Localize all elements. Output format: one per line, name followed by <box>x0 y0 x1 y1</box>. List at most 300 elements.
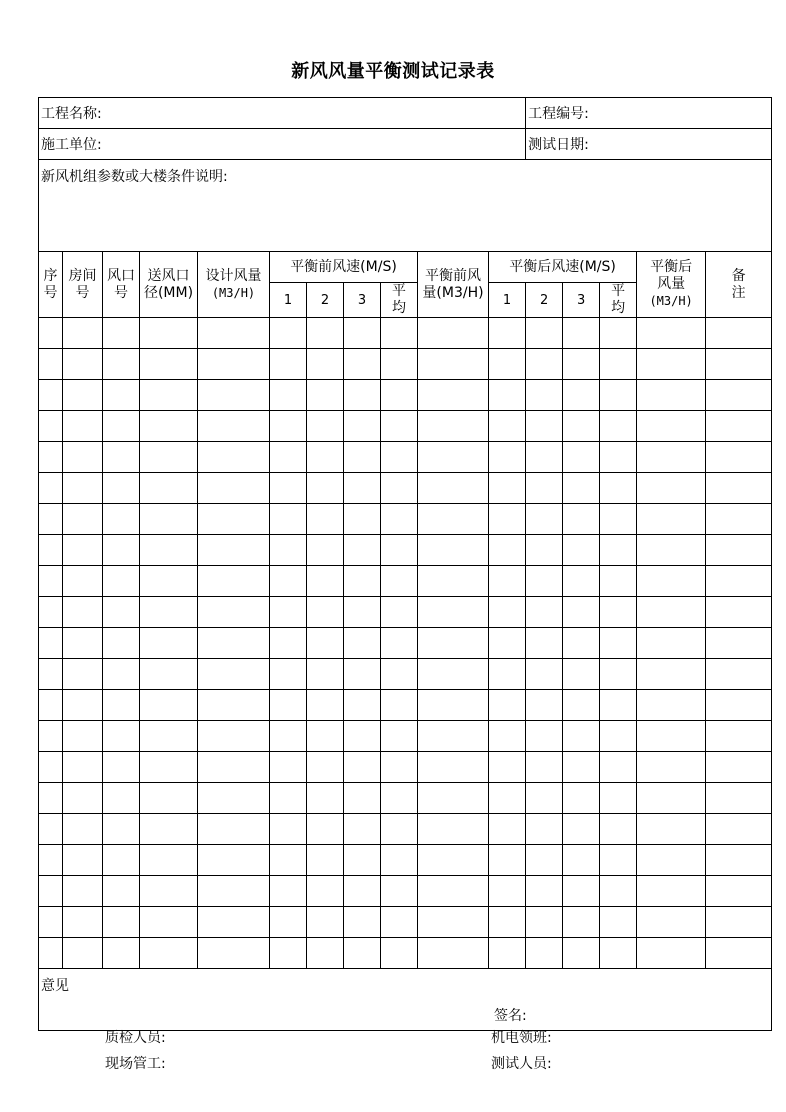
table-cell[interactable] <box>307 504 344 535</box>
table-cell[interactable] <box>526 845 563 876</box>
table-cell[interactable] <box>706 411 772 442</box>
table-cell[interactable] <box>198 535 270 566</box>
table-cell[interactable] <box>381 566 418 597</box>
table-cell[interactable] <box>526 442 563 473</box>
table-cell[interactable] <box>489 349 526 380</box>
table-cell[interactable] <box>418 535 489 566</box>
table-cell[interactable] <box>63 783 103 814</box>
table-cell[interactable] <box>63 504 103 535</box>
table-cell[interactable] <box>198 349 270 380</box>
table-cell[interactable] <box>637 318 706 349</box>
table-cell[interactable] <box>39 628 63 659</box>
table-cell[interactable] <box>103 442 140 473</box>
table-cell[interactable] <box>270 411 307 442</box>
table-cell[interactable] <box>140 721 198 752</box>
table-cell[interactable] <box>381 411 418 442</box>
table-cell[interactable] <box>418 783 489 814</box>
table-cell[interactable] <box>637 814 706 845</box>
table-cell[interactable] <box>63 690 103 721</box>
table-cell[interactable] <box>270 504 307 535</box>
table-cell[interactable] <box>637 597 706 628</box>
table-cell[interactable] <box>270 659 307 690</box>
table-cell[interactable] <box>600 907 637 938</box>
table-cell[interactable] <box>563 752 600 783</box>
table-cell[interactable] <box>39 783 63 814</box>
table-cell[interactable] <box>39 380 63 411</box>
table-cell[interactable] <box>600 876 637 907</box>
table-cell[interactable] <box>526 504 563 535</box>
table-cell[interactable] <box>344 907 381 938</box>
table-cell[interactable] <box>63 659 103 690</box>
table-cell[interactable] <box>637 752 706 783</box>
table-cell[interactable] <box>63 938 103 969</box>
table-cell[interactable] <box>706 783 772 814</box>
table-cell[interactable] <box>140 566 198 597</box>
table-cell[interactable] <box>198 597 270 628</box>
table-cell[interactable] <box>140 876 198 907</box>
table-cell[interactable] <box>344 752 381 783</box>
table-cell[interactable] <box>63 752 103 783</box>
table-cell[interactable] <box>63 814 103 845</box>
table-cell[interactable] <box>706 442 772 473</box>
table-cell[interactable] <box>344 411 381 442</box>
table-cell[interactable] <box>198 442 270 473</box>
table-cell[interactable] <box>307 318 344 349</box>
table-cell[interactable] <box>307 690 344 721</box>
table-cell[interactable] <box>344 721 381 752</box>
table-cell[interactable] <box>63 411 103 442</box>
table-cell[interactable] <box>381 752 418 783</box>
table-cell[interactable] <box>418 814 489 845</box>
table-cell[interactable] <box>63 845 103 876</box>
table-cell[interactable] <box>39 690 63 721</box>
table-cell[interactable] <box>63 721 103 752</box>
table-cell[interactable] <box>307 721 344 752</box>
table-cell[interactable] <box>140 535 198 566</box>
table-cell[interactable] <box>63 535 103 566</box>
table-cell[interactable] <box>198 938 270 969</box>
table-cell[interactable] <box>103 752 140 783</box>
table-cell[interactable] <box>563 442 600 473</box>
table-cell[interactable] <box>270 628 307 659</box>
table-cell[interactable] <box>600 690 637 721</box>
table-cell[interactable] <box>270 597 307 628</box>
table-cell[interactable] <box>526 380 563 411</box>
table-cell[interactable] <box>307 566 344 597</box>
table-cell[interactable] <box>381 349 418 380</box>
table-cell[interactable] <box>270 535 307 566</box>
table-cell[interactable] <box>344 845 381 876</box>
table-cell[interactable] <box>344 783 381 814</box>
table-cell[interactable] <box>563 783 600 814</box>
table-cell[interactable] <box>270 690 307 721</box>
table-cell[interactable] <box>270 907 307 938</box>
table-cell[interactable] <box>489 628 526 659</box>
table-cell[interactable] <box>600 783 637 814</box>
table-cell[interactable] <box>140 690 198 721</box>
table-cell[interactable] <box>526 535 563 566</box>
table-cell[interactable] <box>381 442 418 473</box>
table-cell[interactable] <box>381 690 418 721</box>
table-cell[interactable] <box>307 442 344 473</box>
table-cell[interactable] <box>637 876 706 907</box>
table-cell[interactable] <box>489 938 526 969</box>
table-cell[interactable] <box>489 318 526 349</box>
table-cell[interactable] <box>63 380 103 411</box>
table-cell[interactable] <box>418 566 489 597</box>
table-cell[interactable] <box>140 907 198 938</box>
table-cell[interactable] <box>489 783 526 814</box>
table-cell[interactable] <box>489 752 526 783</box>
table-cell[interactable] <box>307 597 344 628</box>
table-cell[interactable] <box>39 349 63 380</box>
table-cell[interactable] <box>526 783 563 814</box>
table-cell[interactable] <box>637 442 706 473</box>
table-cell[interactable] <box>39 504 63 535</box>
table-cell[interactable] <box>63 907 103 938</box>
table-cell[interactable] <box>103 814 140 845</box>
table-cell[interactable] <box>489 411 526 442</box>
table-cell[interactable] <box>526 876 563 907</box>
table-cell[interactable] <box>307 535 344 566</box>
table-cell[interactable] <box>103 318 140 349</box>
table-cell[interactable] <box>706 845 772 876</box>
table-cell[interactable] <box>706 938 772 969</box>
table-cell[interactable] <box>270 752 307 783</box>
table-cell[interactable] <box>270 938 307 969</box>
table-cell[interactable] <box>63 442 103 473</box>
table-cell[interactable] <box>706 721 772 752</box>
table-cell[interactable] <box>563 473 600 504</box>
table-cell[interactable] <box>270 721 307 752</box>
table-cell[interactable] <box>600 845 637 876</box>
table-cell[interactable] <box>526 411 563 442</box>
table-cell[interactable] <box>489 690 526 721</box>
table-cell[interactable] <box>198 628 270 659</box>
table-cell[interactable] <box>637 845 706 876</box>
table-cell[interactable] <box>198 907 270 938</box>
table-cell[interactable] <box>563 349 600 380</box>
table-cell[interactable] <box>103 473 140 504</box>
table-cell[interactable] <box>706 566 772 597</box>
table-cell[interactable] <box>526 473 563 504</box>
table-cell[interactable] <box>526 690 563 721</box>
table-cell[interactable] <box>103 783 140 814</box>
table-cell[interactable] <box>344 814 381 845</box>
table-cell[interactable] <box>63 597 103 628</box>
table-cell[interactable] <box>307 845 344 876</box>
table-cell[interactable] <box>140 504 198 535</box>
table-cell[interactable] <box>103 566 140 597</box>
table-cell[interactable] <box>489 597 526 628</box>
table-cell[interactable] <box>381 721 418 752</box>
table-cell[interactable] <box>637 504 706 535</box>
table-cell[interactable] <box>103 504 140 535</box>
table-cell[interactable] <box>600 566 637 597</box>
table-cell[interactable] <box>418 504 489 535</box>
table-cell[interactable] <box>270 442 307 473</box>
table-cell[interactable] <box>307 752 344 783</box>
table-cell[interactable] <box>563 628 600 659</box>
table-cell[interactable] <box>563 938 600 969</box>
table-cell[interactable] <box>307 349 344 380</box>
table-cell[interactable] <box>39 752 63 783</box>
table-cell[interactable] <box>600 535 637 566</box>
table-cell[interactable] <box>526 752 563 783</box>
table-cell[interactable] <box>270 783 307 814</box>
table-cell[interactable] <box>706 659 772 690</box>
table-cell[interactable] <box>600 318 637 349</box>
table-cell[interactable] <box>563 504 600 535</box>
table-cell[interactable] <box>637 349 706 380</box>
table-cell[interactable] <box>418 473 489 504</box>
table-cell[interactable] <box>103 535 140 566</box>
table-cell[interactable] <box>39 814 63 845</box>
table-cell[interactable] <box>39 721 63 752</box>
table-cell[interactable] <box>526 814 563 845</box>
table-cell[interactable] <box>198 690 270 721</box>
table-cell[interactable] <box>140 659 198 690</box>
table-cell[interactable] <box>418 411 489 442</box>
table-cell[interactable] <box>600 752 637 783</box>
table-cell[interactable] <box>563 535 600 566</box>
table-cell[interactable] <box>418 318 489 349</box>
table-cell[interactable] <box>198 659 270 690</box>
table-cell[interactable] <box>39 535 63 566</box>
table-cell[interactable] <box>307 628 344 659</box>
table-cell[interactable] <box>381 318 418 349</box>
table-cell[interactable] <box>706 349 772 380</box>
table-cell[interactable] <box>600 938 637 969</box>
table-cell[interactable] <box>198 845 270 876</box>
table-cell[interactable] <box>39 845 63 876</box>
table-cell[interactable] <box>307 814 344 845</box>
table-cell[interactable] <box>103 938 140 969</box>
table-cell[interactable] <box>198 566 270 597</box>
table-cell[interactable] <box>344 597 381 628</box>
table-cell[interactable] <box>600 473 637 504</box>
table-cell[interactable] <box>563 659 600 690</box>
table-cell[interactable] <box>103 721 140 752</box>
table-cell[interactable] <box>39 907 63 938</box>
table-cell[interactable] <box>563 721 600 752</box>
table-cell[interactable] <box>103 349 140 380</box>
table-cell[interactable] <box>198 504 270 535</box>
table-cell[interactable] <box>198 318 270 349</box>
table-cell[interactable] <box>706 752 772 783</box>
table-cell[interactable] <box>307 411 344 442</box>
table-cell[interactable] <box>140 628 198 659</box>
table-cell[interactable] <box>140 597 198 628</box>
table-cell[interactable] <box>270 318 307 349</box>
table-cell[interactable] <box>600 411 637 442</box>
table-cell[interactable] <box>381 938 418 969</box>
table-cell[interactable] <box>198 783 270 814</box>
table-cell[interactable] <box>63 628 103 659</box>
table-cell[interactable] <box>344 659 381 690</box>
table-cell[interactable] <box>637 690 706 721</box>
table-cell[interactable] <box>39 442 63 473</box>
table-cell[interactable] <box>600 504 637 535</box>
table-cell[interactable] <box>39 938 63 969</box>
table-cell[interactable] <box>63 876 103 907</box>
table-cell[interactable] <box>526 938 563 969</box>
table-cell[interactable] <box>526 349 563 380</box>
table-cell[interactable] <box>103 876 140 907</box>
table-cell[interactable] <box>381 380 418 411</box>
table-cell[interactable] <box>637 535 706 566</box>
table-cell[interactable] <box>140 845 198 876</box>
table-cell[interactable] <box>706 907 772 938</box>
table-cell[interactable] <box>637 721 706 752</box>
table-cell[interactable] <box>600 659 637 690</box>
table-cell[interactable] <box>140 411 198 442</box>
table-cell[interactable] <box>637 783 706 814</box>
table-cell[interactable] <box>706 473 772 504</box>
table-cell[interactable] <box>270 876 307 907</box>
table-cell[interactable] <box>344 473 381 504</box>
table-cell[interactable] <box>344 535 381 566</box>
table-cell[interactable] <box>63 566 103 597</box>
table-cell[interactable] <box>198 814 270 845</box>
table-cell[interactable] <box>706 876 772 907</box>
table-cell[interactable] <box>270 845 307 876</box>
table-cell[interactable] <box>418 690 489 721</box>
table-cell[interactable] <box>381 876 418 907</box>
table-cell[interactable] <box>706 380 772 411</box>
table-cell[interactable] <box>381 783 418 814</box>
table-cell[interactable] <box>526 597 563 628</box>
table-cell[interactable] <box>489 535 526 566</box>
table-cell[interactable] <box>489 566 526 597</box>
table-cell[interactable] <box>706 504 772 535</box>
table-cell[interactable] <box>600 628 637 659</box>
table-cell[interactable] <box>270 473 307 504</box>
table-cell[interactable] <box>637 628 706 659</box>
table-cell[interactable] <box>418 349 489 380</box>
table-cell[interactable] <box>198 721 270 752</box>
table-cell[interactable] <box>706 535 772 566</box>
table-cell[interactable] <box>270 566 307 597</box>
table-cell[interactable] <box>39 566 63 597</box>
table-cell[interactable] <box>344 876 381 907</box>
table-cell[interactable] <box>270 814 307 845</box>
table-cell[interactable] <box>344 938 381 969</box>
table-cell[interactable] <box>489 659 526 690</box>
table-cell[interactable] <box>381 814 418 845</box>
table-cell[interactable] <box>706 690 772 721</box>
table-cell[interactable] <box>526 628 563 659</box>
table-cell[interactable] <box>637 411 706 442</box>
table-cell[interactable] <box>103 411 140 442</box>
table-cell[interactable] <box>39 411 63 442</box>
table-cell[interactable] <box>563 876 600 907</box>
table-cell[interactable] <box>307 938 344 969</box>
table-cell[interactable] <box>563 380 600 411</box>
table-cell[interactable] <box>489 380 526 411</box>
table-cell[interactable] <box>140 380 198 411</box>
table-cell[interactable] <box>381 628 418 659</box>
table-cell[interactable] <box>600 814 637 845</box>
table-cell[interactable] <box>600 380 637 411</box>
table-cell[interactable] <box>39 473 63 504</box>
table-cell[interactable] <box>381 845 418 876</box>
table-cell[interactable] <box>637 473 706 504</box>
table-cell[interactable] <box>418 876 489 907</box>
table-cell[interactable] <box>307 380 344 411</box>
table-cell[interactable] <box>563 814 600 845</box>
table-cell[interactable] <box>637 938 706 969</box>
table-cell[interactable] <box>600 349 637 380</box>
table-cell[interactable] <box>103 845 140 876</box>
table-cell[interactable] <box>489 473 526 504</box>
table-cell[interactable] <box>140 349 198 380</box>
table-cell[interactable] <box>563 907 600 938</box>
table-cell[interactable] <box>489 876 526 907</box>
table-cell[interactable] <box>103 659 140 690</box>
table-cell[interactable] <box>489 907 526 938</box>
table-cell[interactable] <box>381 659 418 690</box>
table-cell[interactable] <box>103 690 140 721</box>
table-cell[interactable] <box>526 318 563 349</box>
table-cell[interactable] <box>526 907 563 938</box>
table-cell[interactable] <box>198 411 270 442</box>
table-cell[interactable] <box>39 876 63 907</box>
table-cell[interactable] <box>270 349 307 380</box>
table-cell[interactable] <box>418 659 489 690</box>
table-cell[interactable] <box>63 318 103 349</box>
table-cell[interactable] <box>563 411 600 442</box>
table-cell[interactable] <box>526 659 563 690</box>
table-cell[interactable] <box>307 473 344 504</box>
table-cell[interactable] <box>637 380 706 411</box>
table-cell[interactable] <box>706 814 772 845</box>
table-cell[interactable] <box>418 380 489 411</box>
table-cell[interactable] <box>344 628 381 659</box>
table-cell[interactable] <box>140 473 198 504</box>
table-cell[interactable] <box>344 690 381 721</box>
table-cell[interactable] <box>270 380 307 411</box>
table-cell[interactable] <box>563 690 600 721</box>
table-cell[interactable] <box>344 380 381 411</box>
table-cell[interactable] <box>418 721 489 752</box>
table-cell[interactable] <box>39 318 63 349</box>
table-cell[interactable] <box>637 659 706 690</box>
table-cell[interactable] <box>307 876 344 907</box>
table-cell[interactable] <box>140 814 198 845</box>
table-cell[interactable] <box>600 597 637 628</box>
table-cell[interactable] <box>140 752 198 783</box>
table-cell[interactable] <box>489 442 526 473</box>
table-cell[interactable] <box>344 504 381 535</box>
table-cell[interactable] <box>103 907 140 938</box>
table-cell[interactable] <box>103 597 140 628</box>
table-cell[interactable] <box>418 628 489 659</box>
table-cell[interactable] <box>198 473 270 504</box>
table-cell[interactable] <box>307 783 344 814</box>
table-cell[interactable] <box>637 566 706 597</box>
table-cell[interactable] <box>344 318 381 349</box>
table-cell[interactable] <box>39 597 63 628</box>
table-cell[interactable] <box>418 752 489 783</box>
table-cell[interactable] <box>103 380 140 411</box>
table-cell[interactable] <box>418 845 489 876</box>
table-cell[interactable] <box>63 473 103 504</box>
table-cell[interactable] <box>489 845 526 876</box>
table-cell[interactable] <box>563 597 600 628</box>
table-cell[interactable] <box>418 938 489 969</box>
table-cell[interactable] <box>381 907 418 938</box>
